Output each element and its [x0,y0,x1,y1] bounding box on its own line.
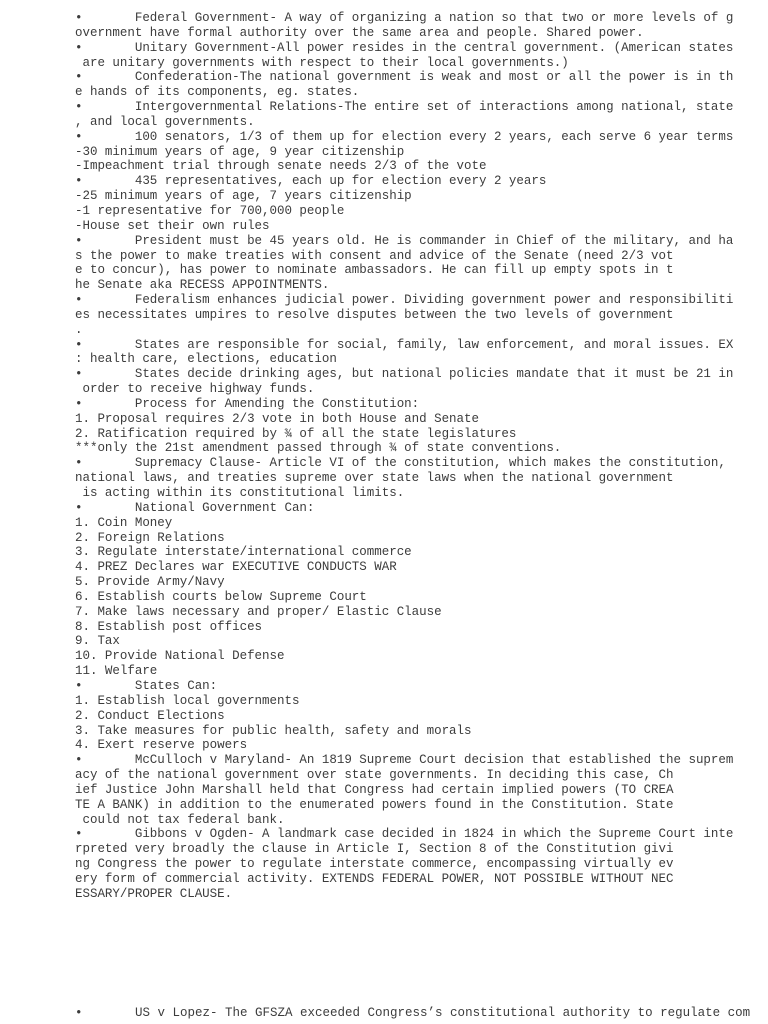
document-line: is acting within its constitutional limits. [75,486,405,500]
document-line: • States are responsible for social, family, law enforcement, and moral issues. EX [75,337,734,352]
document-line: • 435 representatives, each up for election every 2 years [75,174,547,189]
document-line: • National Government Can: [75,500,315,515]
document-line: • Intergovernmental Relations-The entire set of interactions among national, state [75,100,734,115]
document-line: 7. Make laws necessary and proper/ Elastic Clause [75,604,442,619]
document-line: • Gibbons v Ogden- A landmark case decided in 1824 in which the Supreme Court inte [75,827,734,842]
document-line: 1. Coin Money [75,515,173,530]
document-line: ESSARY/PROPER CLAUSE. [75,886,233,901]
document-line: • States decide drinking ages, but national policies mandate that it must be 21 in [75,367,734,382]
document-line: -25 minimum years of age, 7 years citizenship [75,189,412,204]
document-line: 2. Conduct Elections [75,708,225,723]
document-line: he Senate aka RECESS APPOINTMENTS. [75,278,330,293]
document-line: -30 minimum years of age, 9 year citizenship [75,144,405,159]
document-line: TE A BANK) in addition to the enumerated powers found in the Constitution. State [75,797,674,812]
document-line: • Supremacy Clause- Article VI of the constitution, which makes the constitution, [75,456,726,471]
document-line: • Federal Government- A way of organizing a nation so that two or more levels of g [75,11,734,25]
document-line: 3. Take measures for public health, safety and morals [75,723,472,738]
document-line: • McCulloch v Maryland- An 1819 Supreme Court decision that established the suprem [75,753,734,768]
document-line: e hands of its components, eg. states. [75,85,360,100]
document-line: : health care, elections, education [75,352,337,367]
document-line: -1 representative for 700,000 people [75,203,345,218]
document-line: es necessitates umpires to resolve disputes between the two levels of government [75,307,674,322]
document-line: . [75,322,83,337]
document-line: 11. Welfare [75,664,158,679]
document-line: 3. Regulate interstate/international commerce [75,545,412,560]
document-line: • States Can: [75,678,218,693]
document-body [75,11,733,902]
document-line: 1. Proposal requires 2/3 vote in both House and Senate [75,411,479,426]
document-line: 9. Tax [75,634,120,649]
document-line: 2. Ratification required by ¾ of all the state legislatures [75,426,517,441]
document-line: acy of the national government over state governments. In deciding this case, Ch [75,768,674,783]
document-line: , and local governments. [75,114,255,129]
document-line: • Process for Amending the Constitution: [75,396,420,411]
document-line: • Federalism enhances judicial power. Dividing government power and responsibiliti [75,293,734,308]
document-line: ief Justice John Marshall held that Congress had certain implied powers (TO CREA [75,782,674,797]
document-line: are unitary governments with respect to their local governments.) [75,55,569,70]
document-line: national laws, and treaties supreme over state laws when the national government [75,471,674,486]
document-line: • Confederation-The national government is weak and most or all the power is in th [75,70,734,85]
document-line: • Unitary Government-All power resides in the central government. (American states [75,40,734,55]
document-line: order to receive highway funds. [75,382,315,397]
document-line: ng Congress the power to regulate interstate commerce, encompassing virtually ev [75,857,674,872]
document-line: 5. Provide Army/Navy [75,575,225,590]
document-line-last: • US v Lopez- The GFSZA exceeded Congress’s constitutional authority to regulate com [75,1006,751,1020]
document-line: 10. Provide National Defense [75,649,285,664]
document-line: s the power to make treaties with consent and advice of the Senate (need 2/3 vot [75,248,674,263]
document-line: • President must be 45 years old. He is commander in Chief of the military, and ha [75,233,734,248]
document-line: • 100 senators, 1/3 of them up for election every 2 years, each serve 6 year terms [75,129,734,144]
document-line: 1. Establish local governments [75,693,300,708]
document-line: could not tax federal bank. [75,812,285,827]
document-line: -House set their own rules [75,218,270,233]
document-line: e to concur), has power to nominate ambassadors. He can fill up empty spots in t [75,263,674,278]
document-line: 6. Establish courts below Supreme Court [75,589,367,604]
document-line: 8. Establish post offices [75,619,263,634]
document-line: 4. PREZ Declares war EXECUTIVE CONDUCTS WAR [75,560,397,575]
document-line: rpreted very broadly the clause in Article I, Section 8 of the Constitution givi [75,842,674,857]
document-line: ***only the 21st amendment passed through ¾ of state conventions. [75,441,562,456]
document-line: 4. Exert reserve powers [75,738,248,753]
document-line: overnment have formal authority over the same area and people. Shared power. [75,25,644,40]
document-line: -Impeachment trial through senate needs 2/3 of the vote [75,159,487,174]
document-line: 2. Foreign Relations [75,530,225,545]
document-line: ery form of commercial activity. EXTENDS FEDERAL POWER, NOT POSSIBLE WITHOUT NEC [75,871,674,886]
